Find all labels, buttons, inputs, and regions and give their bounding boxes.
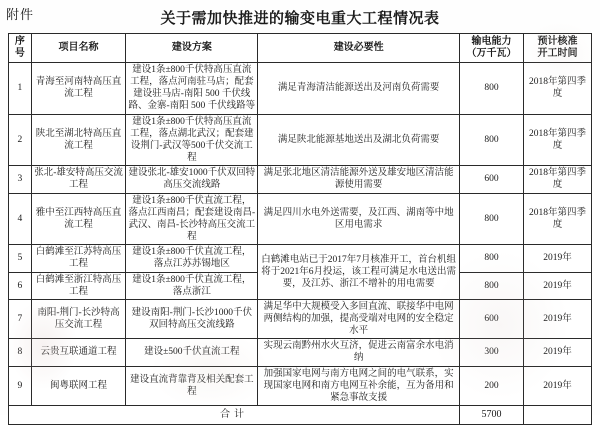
cell-capacity: 800 (460, 114, 524, 166)
cell-plan: 建设1条±800千伏直流工程，落点江西南昌；配套建设南昌-武汉、南昌-长沙特高压交流工程 (126, 193, 258, 245)
cell-plan: 建设±500千伏直流工程 (126, 339, 258, 366)
cell-project-name: 南阳-荆门-长沙特高压交流工程 (31, 299, 126, 338)
cell-time: 2019年 (523, 366, 591, 405)
cell-time: 2019年 (523, 299, 591, 338)
cell-project-name: 陕北至湖北特高压直流工程 (31, 114, 126, 166)
cell-need: 满足陕北能源基地送出及湖北负荷需要 (258, 114, 460, 166)
column-header-need: 建设必要性 (258, 34, 460, 63)
cell-project-name: 雅中至江西特高压直流工程 (31, 193, 126, 245)
column-header-time-line2: 开工时间 (537, 48, 578, 59)
cell-capacity: 600 (460, 299, 524, 338)
cell-plan: 建设南阳-荆门-长沙1000千伏双回特高压交流线路 (126, 299, 258, 338)
cell-capacity: 600 (460, 166, 524, 193)
attachment-label: 附件 (6, 7, 35, 22)
cell-project-name: 云贵互联通道工程 (31, 339, 126, 366)
cell-plan: 建设1条±800千伏直流工程，落点浙江 (126, 272, 258, 299)
total-capacity: 5700 (460, 406, 524, 425)
cell-no: 4 (9, 193, 32, 245)
cell-plan: 建设张北-雄安1000千伏双回特高压交流线路 (126, 166, 258, 193)
cell-no: 2 (9, 114, 32, 166)
table-row (9, 339, 592, 366)
cell-time: 2018年第四季度 (523, 63, 591, 115)
table-row (9, 114, 592, 166)
cell-project-name: 闽粤联网工程 (31, 366, 126, 405)
table-row (9, 299, 592, 338)
table-row (9, 193, 592, 245)
table-total-row (9, 406, 592, 425)
cell-no: 9 (9, 366, 32, 405)
cell-time: 2018年第四季度 (523, 193, 591, 245)
cell-project-name: 白鹤滩至江苏特高压工程 (31, 245, 126, 272)
table-row (9, 366, 592, 405)
column-header-no: 序号 (9, 34, 32, 63)
table-row (9, 245, 592, 272)
cell-need: 加强国家电网与南方电网之间的电气联系，实现国家电网和南方电网互补余能，互为备用和紧急事故支援 (258, 366, 460, 405)
total-label: 合计 (9, 406, 460, 425)
projects-table (8, 33, 592, 425)
cell-plan: 建设1条±800千伏直流工程，落点江苏苏锡地区 (126, 245, 258, 272)
column-header-capacity (460, 34, 524, 63)
cell-capacity: 800 (460, 245, 524, 272)
cell-time: 2019年 (523, 245, 591, 272)
column-header-time (523, 34, 591, 63)
cell-need: 白鹤滩电站已于2017年7月核准开工，首台机组将于2021年6月投运，该工程可满足水电送出需要，及江苏、浙江不增补的用电需要 (258, 245, 460, 300)
cell-no: 6 (9, 272, 32, 299)
cell-no: 1 (9, 63, 32, 115)
cell-no: 7 (9, 299, 32, 338)
cell-time: 2019年 (523, 272, 591, 299)
cell-no: 8 (9, 339, 32, 366)
column-header-time-line1: 预计核准 (537, 36, 578, 47)
cell-capacity: 300 (460, 339, 524, 366)
cell-capacity: 200 (460, 366, 524, 405)
column-header-capacity-line2: （万千瓦） (466, 48, 517, 59)
column-header-name: 项目名称 (31, 34, 126, 63)
cell-time: 2018年第四季度 (523, 166, 591, 193)
cell-need: 实现云南黔州水火互济，促进云南富余水电消纳 (258, 339, 460, 366)
cell-plan: 建设直流背靠背及相关配套工程 (126, 366, 258, 405)
cell-need: 满足华中大规模受入多回直流、联接华中电网两侧结构的加强，提高受端对电网的安全稳定水平 (258, 299, 460, 338)
column-header-capacity-line1: 输电能力 (471, 36, 512, 47)
cell-time: 2018年第四季度 (523, 114, 591, 166)
cell-project-name: 白鹤滩至浙江特高压工程 (31, 272, 126, 299)
cell-no: 5 (9, 245, 32, 272)
cell-plan: 建设1条±800千伏特高压直流工程，落点湖北武汉；配套建设荆门-武汉等500千伏交流工程 (126, 114, 258, 166)
column-header-plan: 建设方案 (126, 34, 258, 63)
total-time-empty (523, 406, 591, 425)
cell-need: 满足青海清洁能源送出及河南负荷需要 (258, 63, 460, 115)
cell-capacity: 800 (460, 272, 524, 299)
cell-project-name: 张北-雄安特高压交流工程 (31, 166, 126, 193)
cell-plan: 建设1条±800千伏特高压直流工程，落点河南驻马店；配套建设驻马店-南阳 500 千伏线路、金寨-南阳 500 千伏线路等 (126, 63, 258, 115)
table-row (9, 166, 592, 193)
cell-need: 满足四川水电外送需要，及江西、湖南等中地区用电需求 (258, 193, 460, 245)
table-header-row (9, 34, 592, 63)
cell-capacity: 800 (460, 193, 524, 245)
table-row (9, 63, 592, 115)
cell-project-name: 青海至河南特高压直流工程 (31, 63, 126, 115)
page-title: 关于需加快推进的输变电重大工程情况表 (160, 11, 440, 27)
cell-no: 3 (9, 166, 32, 193)
cell-need: 满足张北地区清洁能源外送及雄安地区清洁能源使用需要 (258, 166, 460, 193)
cell-time: 2019年 (523, 339, 591, 366)
cell-capacity: 800 (460, 63, 524, 115)
